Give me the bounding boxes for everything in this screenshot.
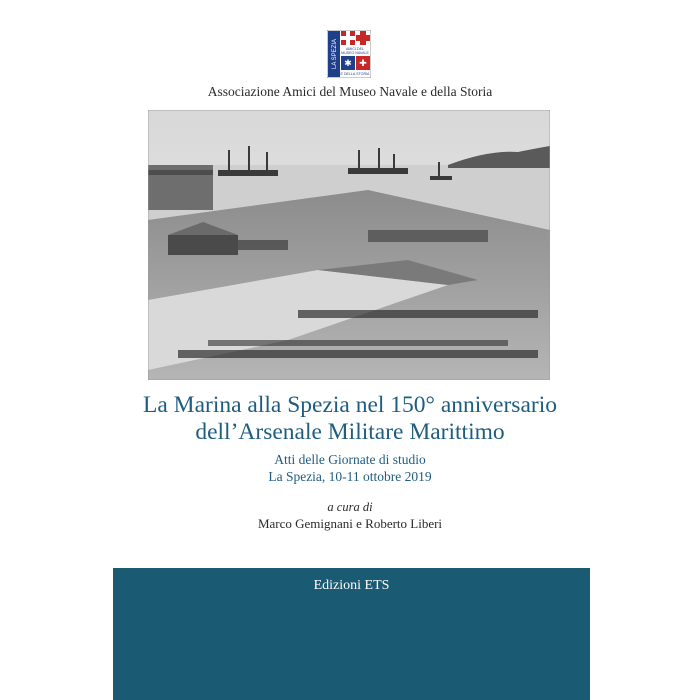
logo-line-3: E DELLA STORIA: [340, 72, 370, 76]
editors: Marco Gemignani e Roberto Liberi: [257, 516, 443, 531]
subtitle-line-1: Atti delle Giornate di studio: [274, 452, 426, 467]
logo-vertical-text: LA SPEZIA: [332, 38, 338, 70]
svg-text:✱: ✱: [344, 59, 352, 69]
svg-text:✚: ✚: [359, 59, 367, 69]
logo-line-2: MUSEO NAVALE: [341, 51, 369, 55]
curated-by-label: a cura di: [327, 500, 373, 514]
book-title-line-2: dell’Arsenale Militare Marittimo: [195, 419, 505, 445]
book-title-line-1: La Marina alla Spezia nel 150° anniversario: [143, 392, 557, 418]
publisher-band: [113, 568, 590, 700]
association-logo: [327, 30, 371, 78]
subtitle-line-2: La Spezia, 10-11 ottobre 2019: [268, 469, 432, 484]
historic-harbor-photo: [148, 110, 550, 380]
logo-line-1: AMICI DEL: [346, 47, 364, 51]
association-name: Associazione Amici del Museo Navale e della Storia: [207, 84, 493, 99]
publisher-name: Edizioni ETS: [313, 578, 390, 593]
